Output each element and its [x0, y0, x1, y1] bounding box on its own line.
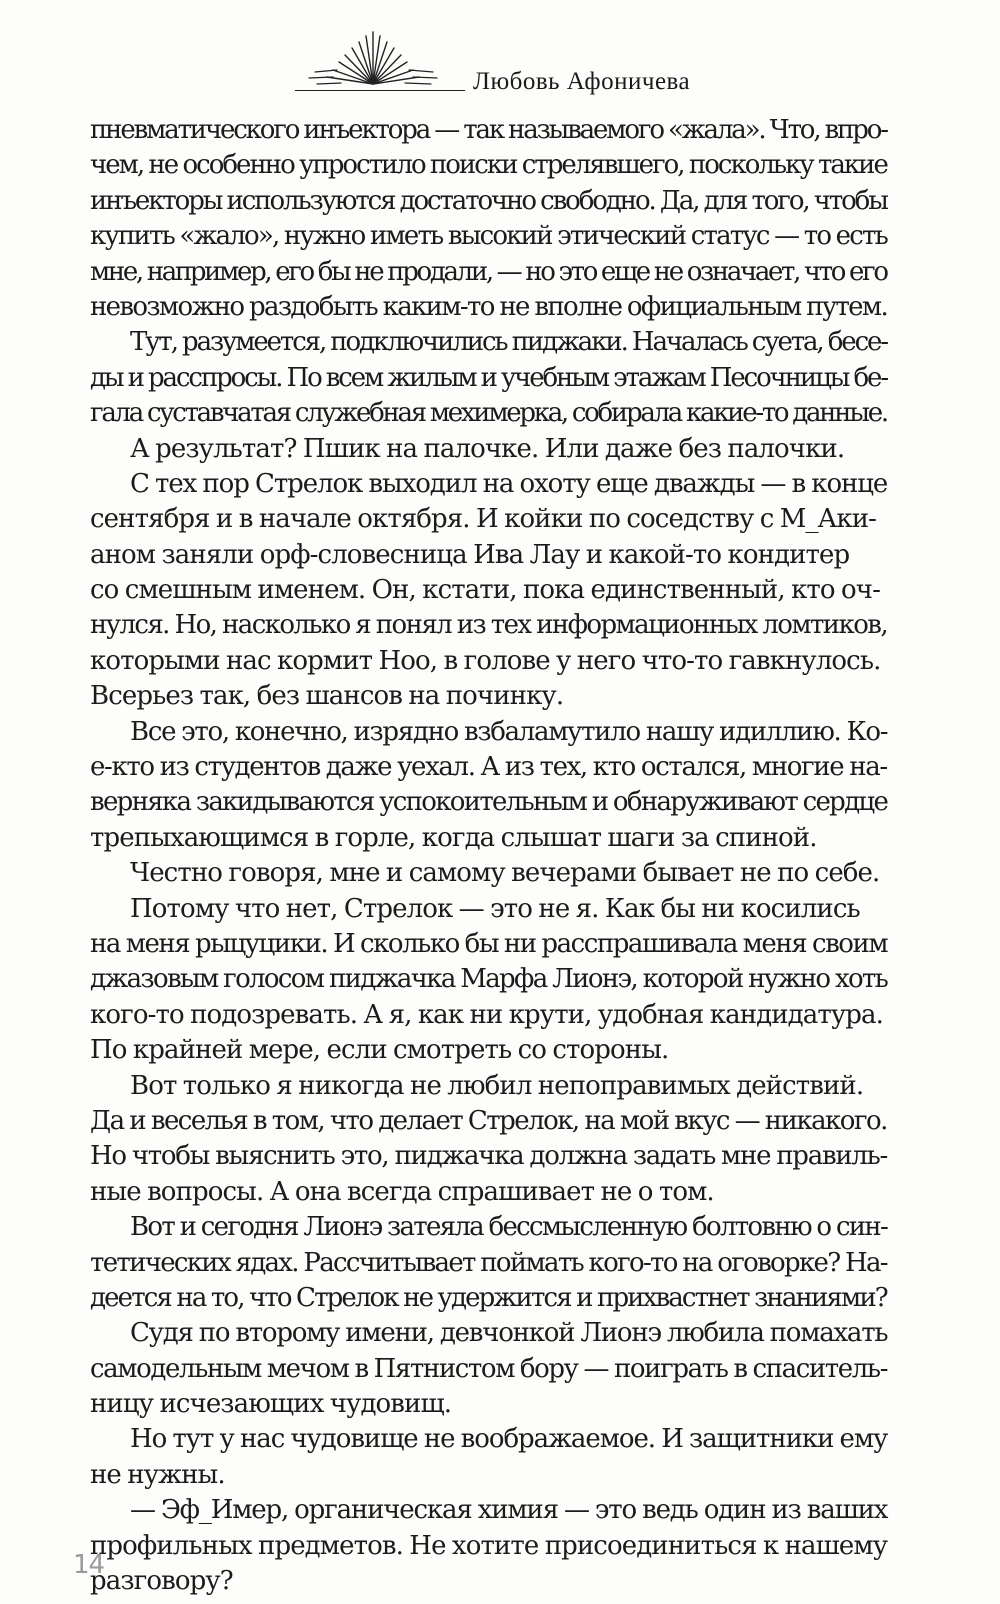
text-line: Но чтобы выяснить это, пиджачка должна задать мне правиль- [90, 1141, 888, 1172]
text-line: сентября и в начале октября. И койки по соседству с М_Аки- [90, 504, 877, 535]
text-line: со смешным именем. Он, кстати, пока единственный, кто оч- [90, 575, 880, 606]
text-line: чем, не особенно упростило поиски стрелявшего, поскольку такие [90, 150, 887, 181]
text-line: Но тут у нас чудовище не воображаемое. И защитники ему [130, 1424, 888, 1455]
text-line: Вот и сегодня Лионэ затеяла бессмысленную болтовню о син- [130, 1212, 888, 1243]
text-line: профильных предметов. Не хотите присоединиться к нашему [90, 1530, 888, 1561]
text-line: верняка закидываются успокоительным и обнаруживают сердце [90, 787, 888, 818]
text-line: ницу исчезающих чудовищ. [90, 1389, 452, 1420]
text-line: кого-то подозревать. А я, как ни крути, удобная кандидатура. [90, 999, 883, 1030]
text-line: разговору? [90, 1566, 233, 1597]
text-line: Тут, разумеется, подключились пиджаки. Началась суета, бесе- [130, 327, 887, 358]
author-name: Любовь Афоничева [473, 68, 691, 95]
text-line: ные вопросы. А она всегда спрашивает не о том. [90, 1176, 714, 1207]
text-line: Да и веселья в том, что делает Стрелок, на мой вкус — никакого. [90, 1105, 887, 1136]
text-line: инъекторы используются достаточно свободно. Да, для того, чтобы [90, 185, 887, 216]
text-line: которыми нас кормит Ноо, в голове у него что-то гавкнулось. [90, 645, 881, 676]
page-number: 14 [73, 1550, 105, 1580]
text-line: джазовым голосом пиджачка Марфа Лионэ, которой нужно хоть [90, 964, 888, 995]
text-line: — Эф_Имер, органическая химия — это ведь один из ваших [130, 1495, 888, 1526]
text-line: А результат? Пшик на палочке. Или даже без палочки. [130, 433, 845, 464]
text-line: ды и расспросы. По всем жилым и учебным этажам Песочницы бе- [90, 362, 887, 393]
header-rule [295, 90, 465, 91]
text-line: Судя по второму имени, девчонкой Лионэ любила помахать [130, 1318, 888, 1349]
text-line: Потому что нет, Стрелок — это не я. Как бы ни косились [130, 893, 860, 924]
text-line: пневматического инъектора — так называемого «жала». Что, впро- [90, 115, 887, 145]
text-line: деется на то, что Стрелок не удержится и прихвастнет знаниями? [90, 1282, 887, 1313]
text-line: По крайней мере, если смотреть со стороны. [90, 1035, 669, 1066]
text-line: самодельным мечом в Пятнистом бору — поиграть в спаситель- [90, 1353, 888, 1384]
body-text [90, 113, 890, 1599]
text-line: Вот только я никогда не любил непоправимых действий. [130, 1070, 864, 1101]
text-line: купить «жало», нужно иметь высокий этический статус — то есть [90, 221, 887, 252]
text-line: е-кто из студентов даже уехал. А из тех, кто остался, многие на- [90, 752, 887, 783]
running-header [295, 28, 735, 98]
text-line: на меня рыцуцики. И сколько бы ни расспрашивала меня своим [90, 928, 888, 959]
text-line: гала суставчатая служебная мехимерка, собирала какие-то данные. [90, 398, 887, 429]
sunrise-ornament-icon [295, 28, 485, 98]
text-line: невозможно раздобыть каким-то не вполне официальным путем. [90, 291, 888, 322]
text-line: аном заняли орф-словесница Ива Лау и какой-то кондитер [90, 539, 850, 570]
text-line: Всерьез так, без шансов на починку. [90, 681, 564, 712]
text-line: Честно говоря, мне и самому вечерами бывает не по себе. [130, 858, 880, 889]
text-line: тетических ядах. Рассчитывает поймать кого-то на оговорке? На- [90, 1247, 887, 1278]
text-line: С тех пор Стрелок выходил на охоту еще дважды — в конце [130, 468, 888, 499]
text-line: не нужны. [90, 1459, 225, 1490]
text-line: нулся. Но, насколько я понял из тех информационных ломтиков, [90, 610, 887, 641]
text-line: трепыхающимся в горле, когда слышат шаги за спиной. [90, 822, 817, 853]
text-line: мне, например, его бы не продали, — но это еще не означает, что его [90, 256, 887, 287]
text-line: Все это, конечно, изрядно взбаламутило нашу идиллию. Ко- [130, 716, 888, 747]
